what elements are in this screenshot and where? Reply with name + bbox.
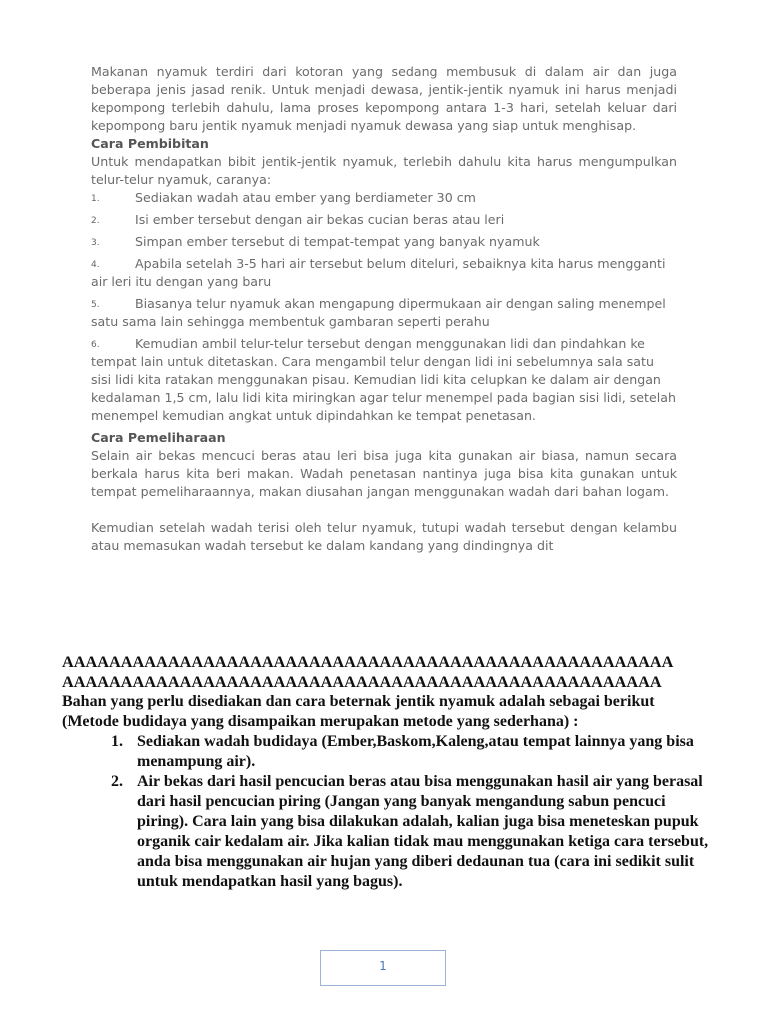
list-number: 3. (91, 238, 100, 248)
list-text: Isi ember tersebut dengan air bekas cucian beras atau leri (135, 212, 505, 227)
list-item (111, 772, 712, 892)
list-number: 6. (91, 340, 100, 350)
list-item (91, 233, 677, 251)
list-number: 4. (91, 260, 100, 270)
list-text: Apabila setelah 3-5 hari air tersebut belum diteluri, sebaiknya kita harus mengganti air leri itu dengan yang baru (91, 256, 666, 289)
section-pembibitan (91, 63, 677, 555)
pembibitan-paragraph: Untuk mendapatkan bibit jentik-jentik nyamuk, terlebih dahulu kita harus mengumpulkan telur-telur nyamuk, caranya: (91, 154, 677, 187)
pemeliharaan-paragraph: Selain air bekas mencuci beras atau leri bisa juga kita gunakan air biasa, namun secara berkala harus kita beri makan. Wadah penetasan nantinya juga bisa kita gunakan untuk tempat pemeliharaannya, makan diusahan jangan menggunakan wadah dari bahan logam. (91, 448, 677, 499)
list-item (91, 255, 677, 291)
pembibitan-steps (91, 189, 677, 425)
page-number-box (320, 950, 446, 986)
list-text: Simpan ember tersebut di tempat-tempat yang banyak nyamuk (135, 234, 540, 249)
bahan-intro: Bahan yang perlu disediakan dan cara beternak jentik nyamuk adalah sebagai berikut (Metode budidaya yang disampaikan merupakan metode yang sederhana) : (62, 693, 655, 730)
list-item (91, 189, 677, 207)
placeholder-a-line-1: AAAAAAAAAAAAAAAAAAAAAAAAAAAAAAAAAAAAAAAAAAAAAAAAAAAA (62, 652, 674, 671)
list-number: 5. (91, 300, 100, 310)
list-item (91, 295, 677, 331)
list-number: 2. (91, 216, 100, 226)
list-item (91, 335, 677, 425)
list-item (91, 211, 677, 229)
list-text: Biasanya telur nyamuk akan mengapung dipermukaan air dengan saling menempel satu sama lain sehingga membentuk gambaran seperti perahu (91, 296, 666, 329)
list-text: Sediakan wadah budidaya (Ember,Baskom,Kaleng,atau tempat lainnya yang bisa menampung air). (137, 733, 694, 770)
intro-paragraph: Makanan nyamuk terdiri dari kotoran yang sedang membusuk di dalam air dan juga beberapa jenis jasad renik. Untuk menjadi dewasa, jentik-jentik nyamuk ini harus menjadi kepompong terlebih dahulu, lama proses kepompong antara 1-3 hari, setelah keluar dari kepompong baru jentik nyamuk menjadi nyamuk dewasa yang siap untuk menghisap. (91, 64, 677, 133)
list-text: Kemudian ambil telur-telur tersebut dengan menggunakan lidi dan pindahkan ke tempat lain untuk ditetaskan. Cara mengambil telur dengan lidi ini sebelumnya sala satu sisi lidi kita ratakan menggunakan pisau. Kemudian lidi kita celupkan ke dalam air dengan kedalaman 1,5 cm, lalu lidi kita miringkan agar telur menempel pada bagian sisi lidi, setelah menempel kemudian angkat untuk dipindahkan ke tempat penetasan. (91, 336, 676, 423)
bahan-list (62, 732, 712, 892)
heading-cara-pemeliharaan: Cara Pemeliharaan (91, 430, 226, 445)
list-number: 2. (111, 773, 123, 790)
heading-cara-pembibitan: Cara Pembibitan (91, 136, 209, 151)
list-text: Sediakan wadah atau ember yang berdiameter 30 cm (135, 190, 476, 205)
paragraph-spacer (91, 501, 677, 519)
list-item (111, 732, 712, 772)
closing-paragraph: Kemudian setelah wadah terisi oleh telur nyamuk, tutupi wadah tersebut dengan kelambu atau memasukan wadah tersebut ke dalam kandang yang dindingnya dit (91, 520, 677, 553)
list-number: 1. (111, 733, 123, 750)
page-number: 1 (379, 959, 387, 973)
list-number: 1. (91, 194, 100, 204)
list-text: Air bekas dari hasil pencucian beras atau bisa menggunakan hasil air yang berasal dari hasil pencucian piring (Jangan yang banyak mengandung sabun pencuci piring). Cara lain yang bisa dilakukan adalah, kalian juga bisa meneteskan pupuk organik cair kedalam air. Jika kalian tidak mau menggunakan ketiga cara tersebut, anda bisa menggunakan air hujan yang diberi dedaunan tua (cara ini sedikit sulit untuk mendapatkan hasil yang bagus). (137, 773, 709, 890)
placeholder-a-line-2: AAAAAAAAAAAAAAAAAAAAAAAAAAAAAAAAAAAAAAAAAAAAAAAAAAA (62, 672, 662, 691)
section-bahan-budidaya (62, 652, 712, 892)
